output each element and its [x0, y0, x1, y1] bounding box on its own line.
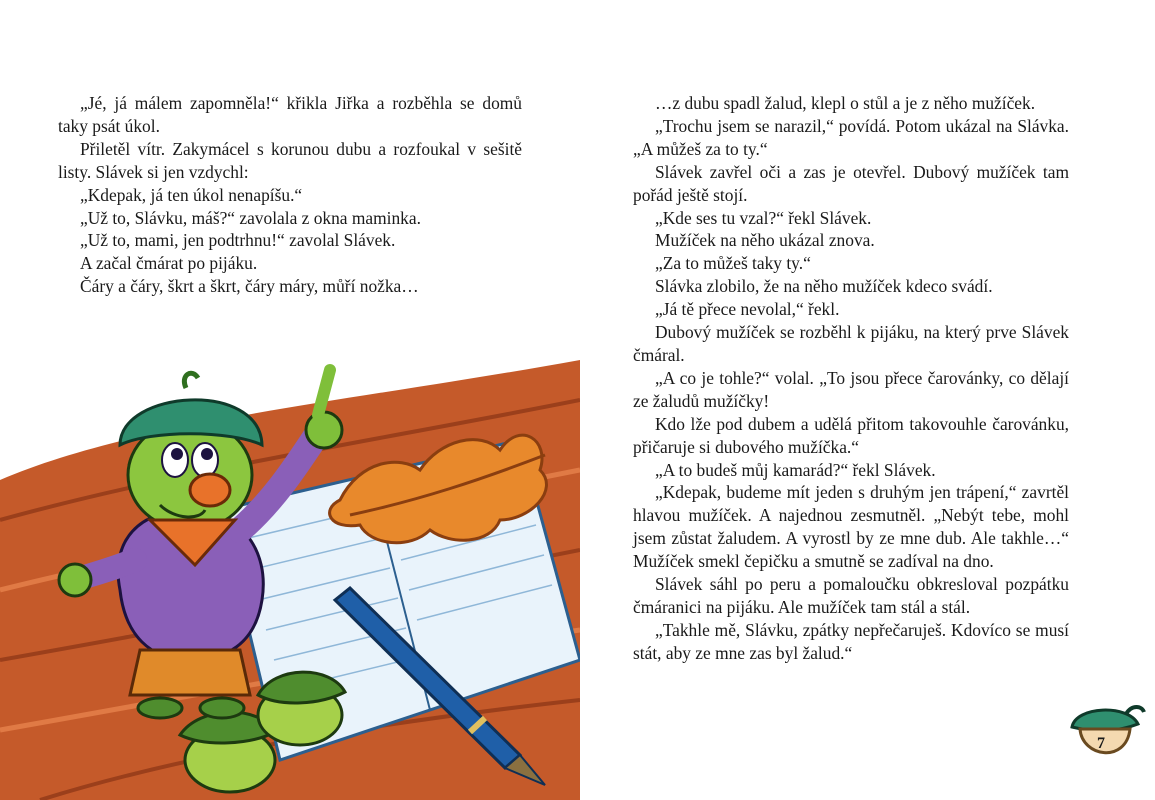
paragraph: „Za to můžeš taky ty.“: [655, 253, 811, 274]
paragraph: „Kdepak, já ten úkol nenapíšu.“: [80, 184, 303, 205]
paragraph: „Takhle mě, Slávku, zpátky nepřečaruješ. Kdovíco se musí stát, aby ze mne zas byl žalud.“: [633, 619, 1069, 663]
paragraph: „Už to, Slávku, máš?“ zavolala z okna maminka.: [80, 207, 421, 228]
paragraph: „A co je tohle?“ volal. „To jsou přece čarovánky, co dělají ze žaludů mužíčky!: [633, 367, 1069, 411]
paragraph: „Kde ses tu vzal?“ řekl Slávek.: [655, 207, 872, 228]
paragraph: Slávek zavřel oči a zas je otevřel. Dubový mužíček tam pořád ještě stojí.: [633, 161, 1069, 205]
paragraph: „Kdepak, budeme mít jeden s druhým jen trápení,“ zavrtěl hlavou mužíček. A najednou zesmutněl. „Nebýt tebe, mohl jsem zůstat žaludem. A vyrostl by ze mne dub. Ale takhle…“ Mužíček smekl čepičku a smutně se zadíval na dno.: [633, 482, 1069, 572]
paragraph: Dubový mužíček se rozběhl k pijáku, na který prve Slávek čmáral.: [633, 322, 1069, 365]
paragraph: Mužíček na něho ukázal znova.: [655, 230, 875, 251]
paragraph: „Už to, mami, jen podtrhnu!“ zavolal Slávek.: [80, 230, 396, 251]
paragraph: „Já tě přece nevolal,“ řekl.: [655, 299, 840, 320]
page-number: 7: [1097, 735, 1105, 752]
paragraph: Čáry a čáry, škrt a škrt, čáry máry, můří nožka…: [80, 276, 419, 297]
acorn-man-illustration: [0, 360, 580, 800]
paragraph: Slávek sáhl po peru a pomaloučku obkresloval pozpátku čmáranici na pijáku. Ale mužíček tam stál a stál.: [633, 574, 1069, 617]
paragraph: A začal čmárat po pijáku.: [80, 253, 258, 274]
paragraph: Přiletěl vítr. Zakymácel s korunou dubu a rozfoukal v sešitě listy. Slávek si jen vzdychl:: [58, 138, 522, 182]
paragraph: „A to budeš můj kamarád?“ řekl Slávek.: [655, 459, 936, 480]
paragraph: Slávka zlobilo, že na něho mužíček kdeco svádí.: [655, 276, 993, 297]
right-text-column: [633, 92, 1069, 665]
paragraph: …z dubu spadl žalud, klepl o stůl a je z něho mužíček.: [655, 93, 1036, 113]
paragraph: „Jé, já málem zapomněla!“ křikla Jiřka a rozběhla se domů taky psát úkol.: [58, 93, 522, 136]
paragraph: „Trochu jsem se narazil,“ povídá. Potom ukázal na Slávka. „A můžeš za to ty.“: [633, 115, 1069, 159]
left-text-column: [58, 92, 522, 298]
paragraph: Kdo lže pod dubem a udělá přitom takovouhle čarovánku, přičaruje si dubového mužíčka.“: [633, 413, 1069, 457]
